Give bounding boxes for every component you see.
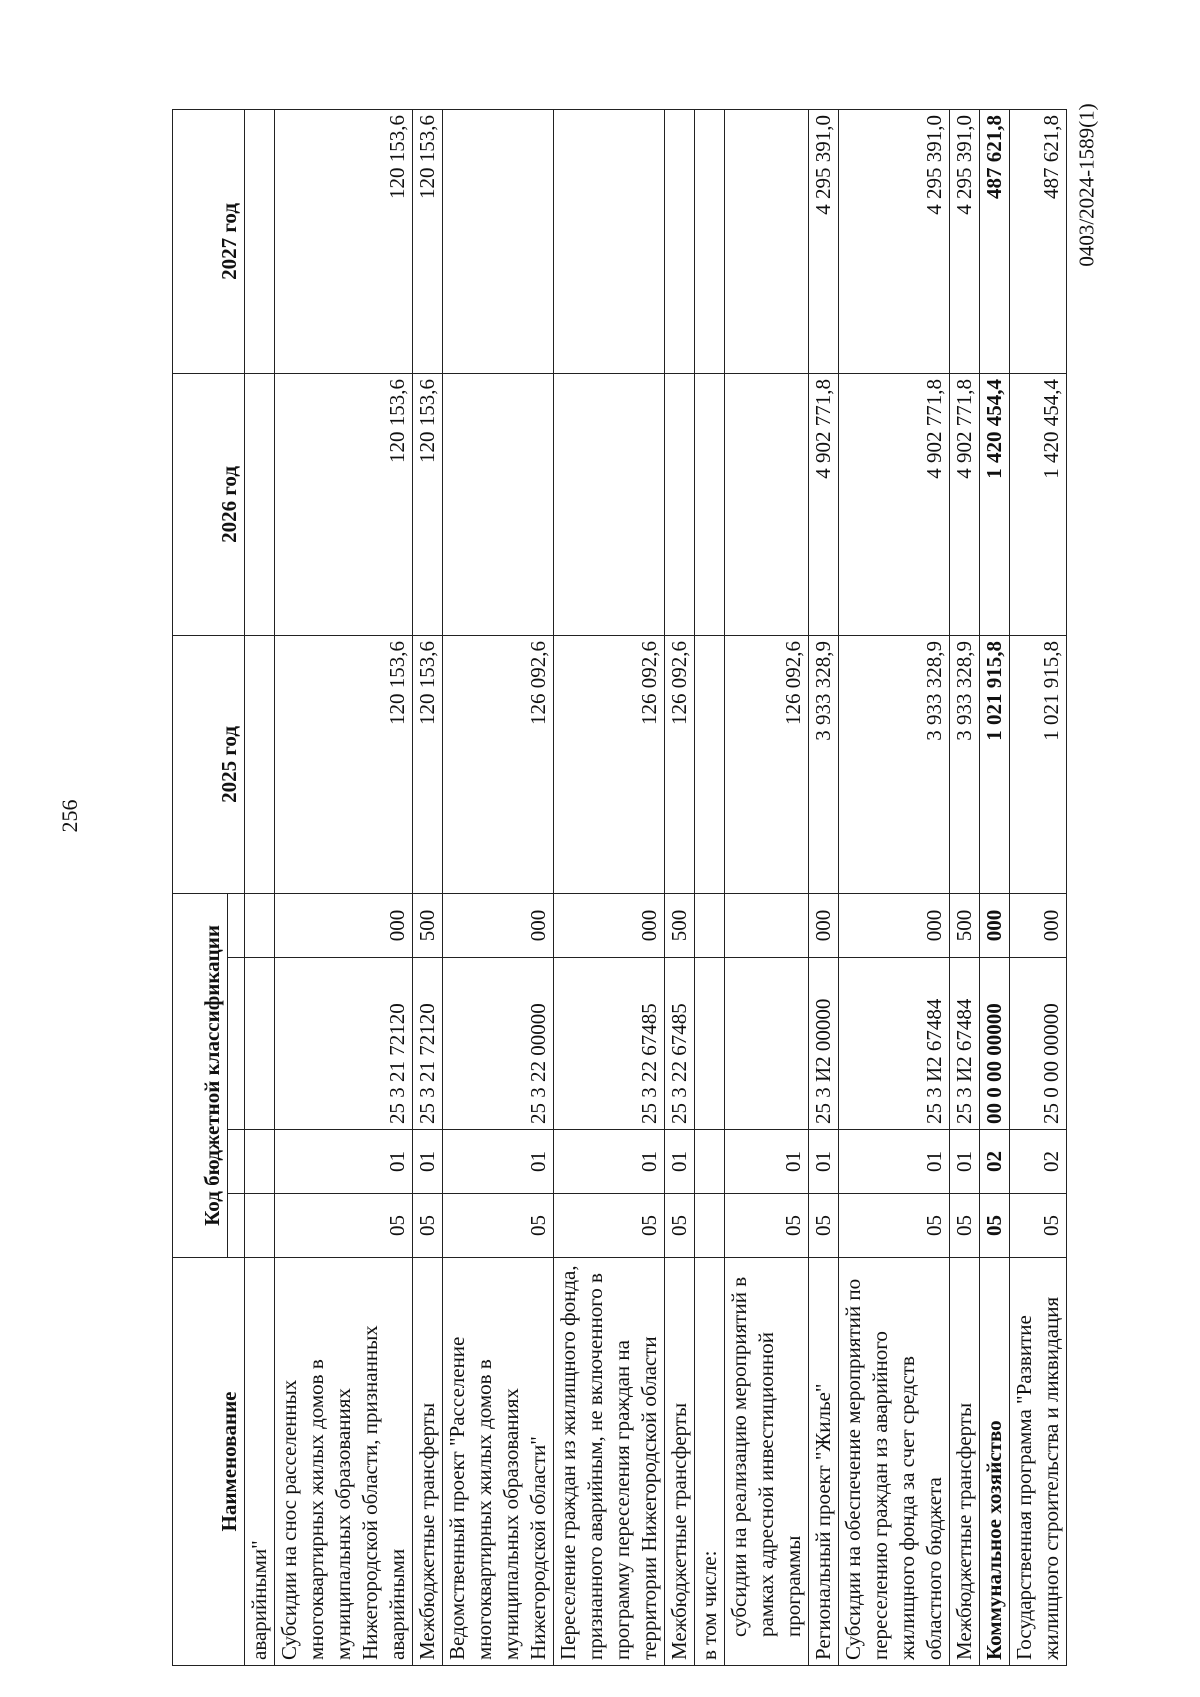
cell-y2025: 3 933 328,9 <box>839 635 950 893</box>
cell-name: Межбюджетные трансферты <box>950 1258 980 1666</box>
cell-y2026: 120 153,6 <box>413 373 443 635</box>
cell-y2025: 1 021 915,8 <box>1010 635 1067 893</box>
cell-y2026 <box>725 373 809 635</box>
cell-c3 <box>725 958 809 1130</box>
page-number: 256 <box>57 799 82 833</box>
header-code-group: Код бюджетной классификации <box>173 893 228 1257</box>
cell-y2025: 120 153,6 <box>413 635 443 893</box>
cell-c4: 500 <box>413 893 443 957</box>
cell-c2: 01 <box>443 1130 554 1194</box>
cell-c2: 01 <box>665 1130 695 1194</box>
cell-c2 <box>695 1130 725 1194</box>
cell-y2026: 1 420 454,4 <box>980 373 1010 635</box>
cell-c4: 000 <box>809 893 839 957</box>
cell-c3: 25 0 00 00000 <box>1010 958 1067 1130</box>
cell-c2: 01 <box>275 1130 413 1194</box>
cell-c2: 01 <box>809 1130 839 1194</box>
cell-c3: 25 3 22 00000 <box>443 958 554 1130</box>
header-2025: 2025 год <box>173 635 245 893</box>
cell-name: аварийными" <box>245 1258 275 1666</box>
header-2026: 2026 год <box>173 373 245 635</box>
cell-y2027 <box>443 109 554 373</box>
cell-y2025: 3 933 328,9 <box>950 635 980 893</box>
cell-c4: 000 <box>1010 893 1067 957</box>
cell-y2025: 3 933 328,9 <box>809 635 839 893</box>
table-row <box>950 109 980 1665</box>
cell-c4: 000 <box>443 893 554 957</box>
cell-c3: 25 3 22 67485 <box>554 958 665 1130</box>
cell-y2025: 126 092,6 <box>443 635 554 893</box>
cell-c3: 25 3 И2 00000 <box>809 958 839 1130</box>
cell-c4 <box>725 893 809 957</box>
header-2027: 2027 год <box>173 109 245 373</box>
table-row <box>980 109 1010 1665</box>
cell-c4: 500 <box>950 893 980 957</box>
table-row <box>413 109 443 1665</box>
cell-y2027 <box>665 109 695 373</box>
cell-y2026 <box>443 373 554 635</box>
table-row <box>554 109 665 1665</box>
cell-c2: 01 <box>554 1130 665 1194</box>
cell-name: Ведомственный проект "Расселение многоквартирных жилых домов в муниципальных образованиях Нижегородской области" <box>443 1258 554 1666</box>
table-row <box>695 109 725 1665</box>
cell-y2025 <box>695 635 725 893</box>
cell-c1: 05 <box>809 1194 839 1258</box>
cell-y2027: 487 621,8 <box>1010 109 1067 373</box>
table-row <box>275 109 413 1665</box>
cell-c3 <box>245 958 275 1130</box>
cell-c1: 05 <box>839 1194 950 1258</box>
cell-c2: 01 <box>839 1130 950 1194</box>
cell-name: Государственная программа "Развитие жилищного строительства и ликвидация <box>1010 1258 1067 1666</box>
cell-c3: 25 3 21 72120 <box>413 958 443 1130</box>
cell-y2025: 1 021 915,8 <box>980 635 1010 893</box>
cell-c4: 000 <box>839 893 950 957</box>
cell-c1: 05 <box>1010 1194 1067 1258</box>
cell-y2027: 4 295 391,0 <box>950 109 980 373</box>
cell-c3: 25 3 22 67485 <box>665 958 695 1130</box>
cell-c1 <box>695 1194 725 1258</box>
header-code-4 <box>228 893 245 957</box>
cell-c2: 02 <box>1010 1130 1067 1194</box>
header-code-3 <box>228 958 245 1130</box>
cell-name: Региональный проект "Жилье" <box>809 1258 839 1666</box>
cell-name: Коммунальное хозяйство <box>980 1258 1010 1666</box>
cell-c3: 25 3 И2 67484 <box>839 958 950 1130</box>
cell-y2025: 126 092,6 <box>554 635 665 893</box>
cell-c2 <box>245 1130 275 1194</box>
table-row <box>725 109 809 1665</box>
cell-c4: 000 <box>275 893 413 957</box>
cell-c3: 00 0 00 00000 <box>980 958 1010 1130</box>
cell-c4: 500 <box>665 893 695 957</box>
cell-c4: 000 <box>554 893 665 957</box>
cell-y2026 <box>695 373 725 635</box>
cell-y2027: 120 153,6 <box>413 109 443 373</box>
cell-c1: 05 <box>554 1194 665 1258</box>
cell-c2: 01 <box>413 1130 443 1194</box>
cell-y2027: 4 295 391,0 <box>809 109 839 373</box>
table-row <box>443 109 554 1665</box>
cell-c1: 05 <box>725 1194 809 1258</box>
cell-y2025: 120 153,6 <box>275 635 413 893</box>
cell-y2026: 4 902 771,8 <box>950 373 980 635</box>
cell-name: Субсидии на снос расселенных многоквартирных жилых домов в муниципальных образованиях Нижегородской области, признанных аварийными <box>275 1258 413 1666</box>
cell-name: Субсидии на обеспечение мероприятий по переселению граждан из аварийного жилищного фонда за счет средств областного бюджета <box>839 1258 950 1666</box>
table-row <box>665 109 695 1665</box>
cell-name: субсидии на реализацию мероприятий в рамках адресной инвестиционной программы <box>725 1258 809 1666</box>
cell-y2026: 4 902 771,8 <box>809 373 839 635</box>
cell-y2026: 1 420 454,4 <box>1010 373 1067 635</box>
cell-c1: 05 <box>275 1194 413 1258</box>
cell-y2027: 4 295 391,0 <box>839 109 950 373</box>
cell-name: в том числе: <box>695 1258 725 1666</box>
cell-c1: 05 <box>665 1194 695 1258</box>
cell-y2027: 120 153,6 <box>275 109 413 373</box>
cell-c4: 000 <box>980 893 1010 957</box>
cell-y2027 <box>725 109 809 373</box>
cell-y2027 <box>554 109 665 373</box>
budget-table <box>172 109 1067 1666</box>
header-code-2 <box>228 1130 245 1194</box>
cell-c2: 02 <box>980 1130 1010 1194</box>
header-code-1 <box>228 1194 245 1258</box>
document-id: 0403/2024-1589(1) <box>1074 103 1099 267</box>
cell-y2026: 120 153,6 <box>275 373 413 635</box>
table-row <box>839 109 950 1665</box>
cell-c1: 05 <box>443 1194 554 1258</box>
cell-y2025: 126 092,6 <box>725 635 809 893</box>
cell-y2025 <box>245 635 275 893</box>
cell-c1: 05 <box>413 1194 443 1258</box>
cell-name: Межбюджетные трансферты <box>665 1258 695 1666</box>
cell-name: Переселение граждан из жилищного фонда, признанного аварийным, не включенного в программу переселения граждан на территории Нижегородской области <box>554 1258 665 1666</box>
table-row <box>809 109 839 1665</box>
table-body <box>245 109 1067 1665</box>
cell-c3 <box>695 958 725 1130</box>
cell-y2025: 126 092,6 <box>665 635 695 893</box>
table-row <box>1010 109 1067 1665</box>
cell-c4 <box>695 893 725 957</box>
table-row <box>245 109 275 1665</box>
header-name: Наименование <box>173 1258 245 1666</box>
cell-c3: 25 3 21 72120 <box>275 958 413 1130</box>
cell-c2: 01 <box>725 1130 809 1194</box>
cell-y2027 <box>695 109 725 373</box>
cell-c4 <box>245 893 275 957</box>
cell-y2026 <box>245 373 275 635</box>
cell-c3: 25 3 И2 67484 <box>950 958 980 1130</box>
cell-y2026 <box>665 373 695 635</box>
rotated-table-container <box>172 110 1063 1666</box>
cell-c1: 05 <box>950 1194 980 1258</box>
cell-y2026: 4 902 771,8 <box>839 373 950 635</box>
cell-c2: 01 <box>950 1130 980 1194</box>
cell-y2027 <box>245 109 275 373</box>
cell-c1: 05 <box>980 1194 1010 1258</box>
cell-c1 <box>245 1194 275 1258</box>
cell-name: Межбюджетные трансферты <box>413 1258 443 1666</box>
cell-y2026 <box>554 373 665 635</box>
table-header-row <box>173 109 228 1665</box>
cell-y2027: 487 621,8 <box>980 109 1010 373</box>
